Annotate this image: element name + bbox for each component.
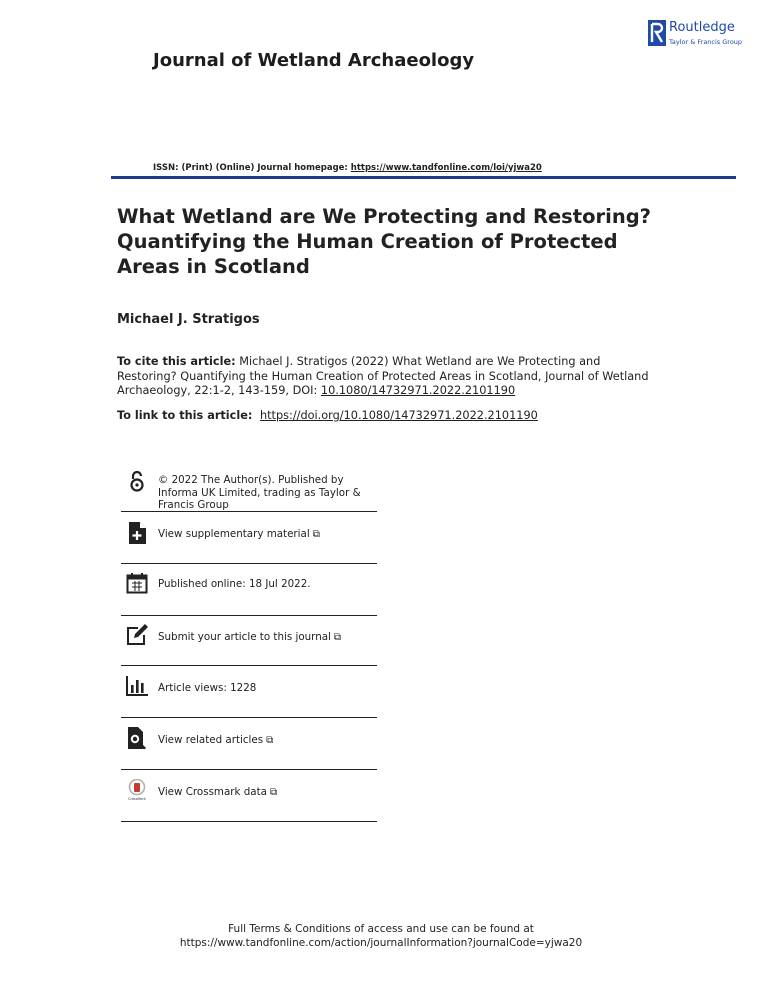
article-views: Article views: 1228 xyxy=(158,682,257,694)
published-date: Published online: 18 Jul 2022. xyxy=(158,578,311,590)
article-doi-link[interactable]: https://doi.org/10.1080/14732971.2022.2101190 xyxy=(259,409,538,422)
row-divider xyxy=(121,665,377,666)
row-divider xyxy=(121,511,377,512)
submit-link[interactable] xyxy=(158,631,380,645)
article-link-line xyxy=(117,409,538,422)
journal-homepage-link[interactable]: https://www.tandfonline.com/loi/yjwa20 xyxy=(350,163,542,173)
row-divider xyxy=(121,615,377,616)
supplementary-link[interactable] xyxy=(158,528,380,542)
logo-name: Routledge xyxy=(669,20,735,35)
footer-terms-text: Full Terms & Conditions of access and use can be found at xyxy=(228,923,534,935)
search-document-icon xyxy=(126,727,148,749)
author-name: Michael J. Stratigos xyxy=(117,312,260,327)
edit-icon xyxy=(126,624,148,646)
routledge-logo-icon xyxy=(648,20,666,46)
citation-label: To cite this article: xyxy=(117,355,236,368)
external-link-icon: ⧉ xyxy=(269,787,278,798)
header-divider xyxy=(111,176,736,179)
calendar-icon xyxy=(126,572,148,594)
footer-terms-link[interactable]: https://www.tandfonline.com/action/journalInformation?journalCode=yjwa20 xyxy=(179,937,583,949)
external-link-icon: ⧉ xyxy=(333,632,342,643)
crossmark-label: View Crossmark data xyxy=(158,786,267,798)
citation-doi-link[interactable]: 10.1080/14732971.2022.2101190 xyxy=(320,384,516,398)
row-divider xyxy=(121,717,377,718)
row-divider xyxy=(121,769,377,770)
issn-line xyxy=(153,163,542,173)
external-link-icon: ⧉ xyxy=(312,529,320,540)
open-access-icon xyxy=(126,470,148,492)
row-divider xyxy=(121,821,377,822)
submit-label: Submit your article to this journal xyxy=(158,631,331,643)
issn-text: ISSN: (Print) (Online) Journal homepage: xyxy=(153,163,351,173)
related-label: View related articles xyxy=(158,734,264,746)
supplementary-label: View supplementary material xyxy=(158,528,310,540)
external-link-icon: ⧉ xyxy=(266,735,274,746)
citation-text: Michael J. Stratigos (2022) What Wetland are We Protecting and Restoring? Quantifying the Human Creation of Protected Areas in Scotland, Journal of Wetland Archaeology, 22:1-2, 143-159, DOI: xyxy=(117,355,649,398)
license-text: © 2022 The Author(s). Published by Informa UK Limited, trading as Taylor & Francis Group xyxy=(158,474,361,511)
crossmark-icon xyxy=(126,779,148,801)
bar-chart-icon xyxy=(126,675,148,697)
related-link[interactable] xyxy=(158,734,380,748)
routledge-logo xyxy=(648,18,758,50)
crossmark-icon-text: CrossMark xyxy=(128,797,146,801)
article-title: What Wetland are We Protecting and Restoring? Quantifying the Human Creation of Protected Areas in Scotland xyxy=(117,205,651,278)
footer xyxy=(0,922,762,950)
journal-title: Journal of Wetland Archaeology xyxy=(153,50,475,71)
document-plus-icon xyxy=(126,522,148,544)
link-label: To link to this article: xyxy=(117,409,257,422)
crossmark-link[interactable] xyxy=(158,786,380,800)
citation-block xyxy=(117,355,652,399)
row-divider xyxy=(121,563,377,564)
logo-subtitle: Taylor & Francis Group xyxy=(669,38,743,46)
